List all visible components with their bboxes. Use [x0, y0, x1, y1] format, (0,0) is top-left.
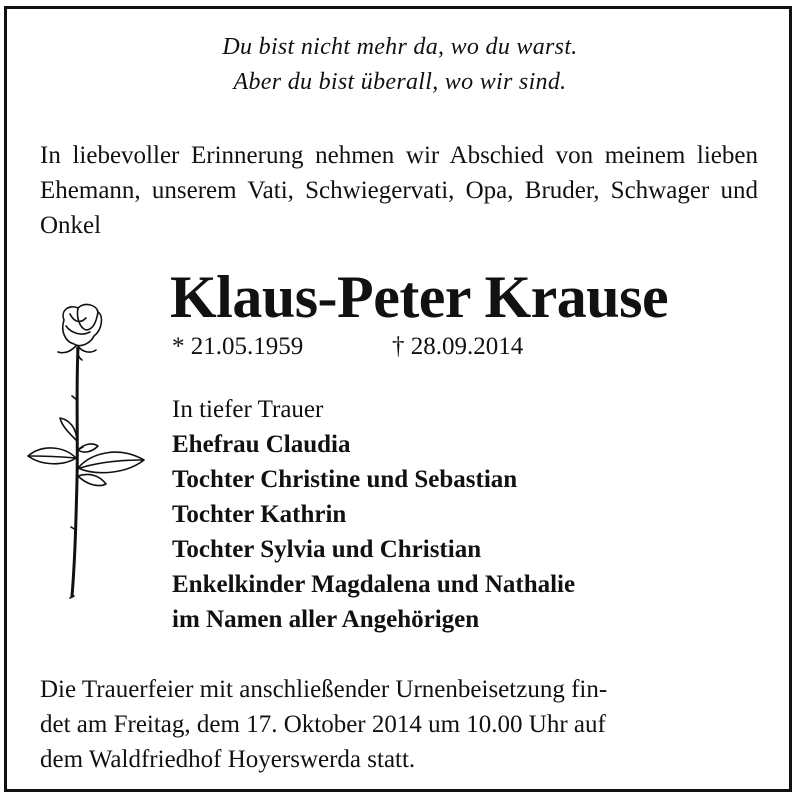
funeral-info-line-3: dem Waldfriedhof Hoyerswerda statt.	[40, 746, 416, 773]
deceased-name: Klaus-Peter Krause	[170, 264, 669, 330]
mourner-line: Tochter Christine und Sebastian	[172, 466, 518, 493]
motto-line-2: Aber du bist überall, wo wir sind.	[233, 69, 567, 95]
rose-icon	[20, 300, 160, 605]
birth-date: * 21.05.1959	[172, 333, 304, 360]
mourner-line: Ehefrau Claudia	[172, 431, 351, 458]
funeral-info-line-2: det am Freitag, dem 17. Oktober 2014 um 10.00 Uhr auf	[40, 711, 606, 738]
motto-line-1: Du bist nicht mehr da, wo du warst.	[222, 34, 578, 60]
motto	[0, 30, 800, 100]
mourner-line: Enkelkinder Magdalena und Nathalie	[172, 571, 576, 598]
life-dates	[172, 332, 524, 362]
mourning-lead: In tiefer Trauer	[172, 396, 324, 423]
mourner-line: im Namen aller Angehörigen	[172, 606, 480, 633]
death-date: † 28.09.2014	[392, 333, 524, 360]
mourners-block	[172, 392, 575, 637]
mourner-line: Tochter Kathrin	[172, 501, 347, 528]
intro-text: In liebevoller Erinnerung nehmen wir Abschied von meinem lieben Ehemann, unserem Vati, Schwiegervati, Opa, Bruder, Schwager und Onkel	[40, 142, 758, 239]
funeral-info-line-1: Die Trauerfeier mit anschließender Urnenbeisetzung fin-	[40, 676, 608, 703]
funeral-info	[40, 672, 758, 777]
mourner-line: Tochter Sylvia und Christian	[172, 536, 482, 563]
